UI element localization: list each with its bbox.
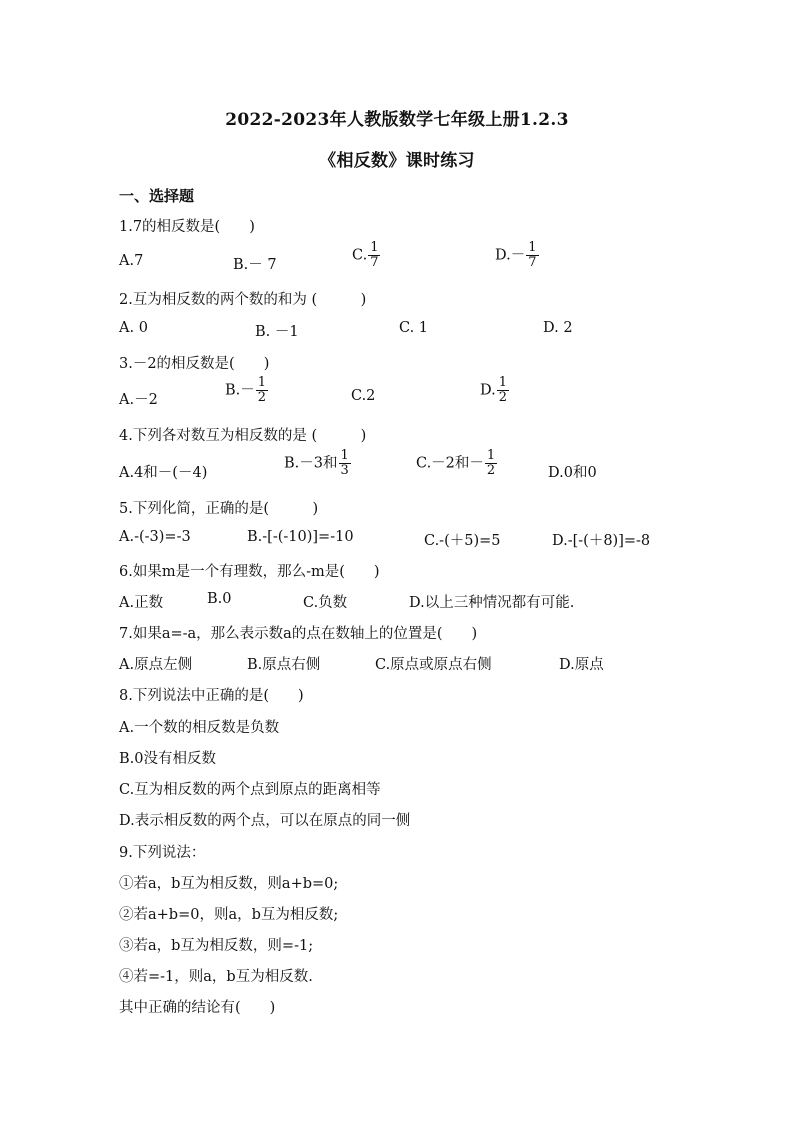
- question-2-option-d: D. 2: [543, 320, 573, 336]
- fraction-numerator: 1: [498, 375, 507, 390]
- question-7-option-c: C.原点或原点右侧: [375, 657, 492, 673]
- question-9-prompt: 其中正确的结论有( ): [119, 1000, 276, 1016]
- fraction-denominator: 2: [498, 390, 507, 405]
- question-8-option-b: B.0没有相反数: [119, 751, 216, 767]
- question-9-statement-1: ①若a，b互为相反数，则a+b=0;: [119, 876, 339, 892]
- question-3-option-a: A.－2: [119, 392, 158, 408]
- title-line-2: 《相反数》课时练习: [319, 151, 475, 171]
- option-label: B.－: [225, 382, 255, 399]
- question-5-option-b: B.-[-(-10)]=-10: [247, 529, 354, 545]
- question-1-option-c: [352, 241, 381, 270]
- question-4-option-d: D.0和0: [548, 465, 597, 481]
- question-5-option-a: A.-(-3)=-3: [119, 529, 191, 545]
- fraction: [368, 241, 380, 270]
- question-9-statement-4: ④若=-1，则a，b互为相反数.: [119, 969, 313, 985]
- question-5-option-d: D.-[-(＋8)]=-8: [552, 533, 651, 549]
- question-3-option-c: C.2: [351, 388, 376, 404]
- question-7-option-d: D.原点: [559, 657, 604, 673]
- fraction-numerator: 1: [528, 240, 537, 255]
- question-8-option-c: C.互为相反数的两个点到原点的距离相等: [119, 782, 381, 798]
- fraction-denominator: 3: [340, 463, 349, 478]
- question-3-option-b: [225, 376, 269, 405]
- fraction: [256, 376, 268, 405]
- option-label: D.－: [495, 247, 526, 264]
- question-9-statement-3: ③若a，b互为相反数，则=-1;: [119, 938, 314, 954]
- question-1-option-b: B.－ 7: [233, 257, 277, 273]
- option-label: B.－3和: [284, 455, 338, 472]
- question-6-option-a: A.正数: [119, 595, 164, 611]
- question-1-option-d: [495, 241, 540, 270]
- title-line-1: 2022-2023年人教版数学七年级上册1.2.3: [225, 110, 569, 130]
- question-9-statement-2: ②若a+b=0，则a，b互为相反数;: [119, 907, 339, 923]
- question-2-option-c: C. 1: [399, 320, 429, 336]
- fraction-numerator: 1: [370, 240, 379, 255]
- section-heading: 一、选择题: [119, 187, 195, 205]
- question-5-option-c: C.-(＋5)=5: [424, 533, 501, 549]
- question-8-stem: 8.下列说法中正确的是( ): [119, 688, 304, 704]
- question-2-stem: 2.互为相反数的两个数的和为 ( ): [119, 292, 367, 308]
- question-4-stem: 4.下列各对数互为相反数的是 ( ): [119, 428, 367, 444]
- question-4-option-c: [416, 449, 498, 478]
- fraction-denominator: 7: [528, 255, 537, 270]
- fraction-denominator: 7: [370, 255, 379, 270]
- question-4-option-a: A.4和－(－4): [119, 465, 208, 481]
- fraction: [485, 449, 497, 478]
- question-5-stem: 5.下列化简，正确的是( ): [119, 501, 319, 517]
- option-label: C.－2和－: [416, 455, 484, 472]
- question-8-option-a: A.一个数的相反数是负数: [119, 720, 280, 736]
- option-label: C.: [352, 247, 368, 264]
- question-7-option-b: B.原点右侧: [247, 657, 321, 673]
- fraction: [526, 241, 538, 270]
- fraction: [339, 449, 351, 478]
- option-label: D.: [480, 382, 496, 399]
- fraction-numerator: 1: [486, 448, 496, 463]
- fraction-numerator: 1: [340, 448, 349, 463]
- question-4-option-b: [284, 449, 352, 478]
- question-6-option-b: B.0: [207, 591, 232, 607]
- question-6-stem: 6.如果m是一个有理数，那么-m是( ): [119, 564, 380, 580]
- question-2-option-b: B. －1: [255, 324, 299, 340]
- question-8-option-d: D.表示相反数的两个点，可以在原点的同一侧: [119, 813, 411, 829]
- question-3-stem: 3.－2的相反数是( ): [119, 356, 270, 372]
- question-3-option-d: [480, 376, 510, 405]
- question-7-option-a: A.原点左侧: [119, 657, 193, 673]
- fraction-numerator: 1: [257, 375, 267, 390]
- fraction-denominator: 2: [486, 463, 496, 478]
- question-9-stem: 9.下列说法：: [119, 845, 206, 861]
- question-7-stem: 7.如果a=-a，那么表示数a的点在数轴上的位置是( ): [119, 626, 478, 642]
- question-6-option-c: C.负数: [303, 595, 348, 611]
- fraction-denominator: 2: [257, 390, 267, 405]
- fraction: [497, 376, 509, 405]
- question-1-stem: 1.7的相反数是( ): [119, 219, 255, 235]
- question-2-option-a: A. 0: [119, 320, 148, 336]
- question-1-option-a: A.7: [119, 253, 144, 269]
- question-6-option-d: D.以上三种情况都有可能.: [409, 595, 575, 611]
